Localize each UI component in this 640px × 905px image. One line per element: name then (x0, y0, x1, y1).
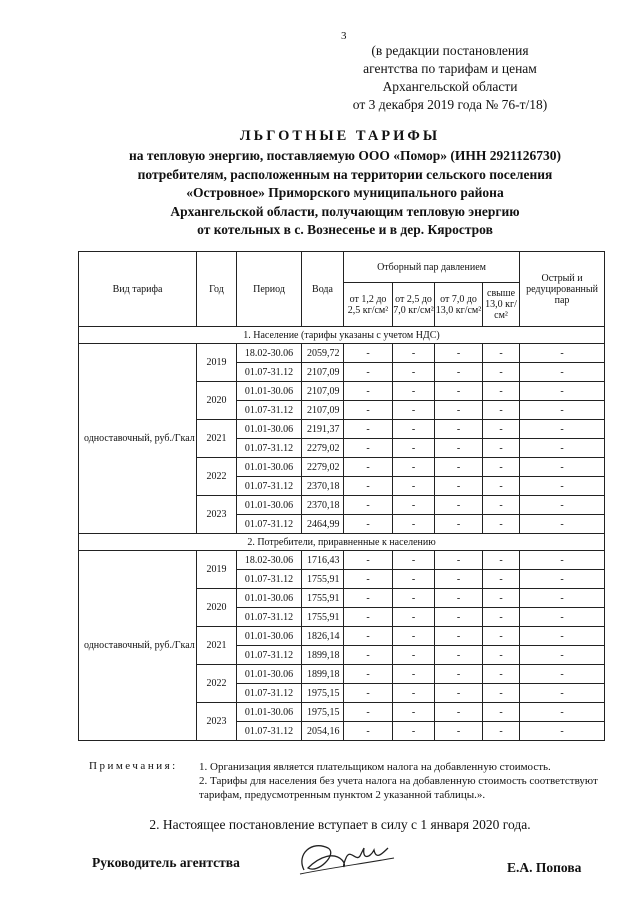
period-cell: 01.01-30.06 (237, 665, 302, 684)
empty-value-cell: - (483, 551, 520, 570)
subtitle-line: потребителям, расположенным на территории сельского поселения (137, 166, 553, 182)
empty-value-cell: - (520, 458, 605, 477)
period-cell: 01.07-31.12 (237, 684, 302, 703)
year-cell: 2021 (197, 627, 237, 665)
year-cell: 2020 (197, 382, 237, 420)
document-subtitle (60, 147, 630, 240)
edition-line: агентства по тарифам и ценам (363, 61, 537, 76)
period-cell: 01.07-31.12 (237, 722, 302, 741)
empty-value-cell: - (435, 515, 483, 534)
year-cell: 2022 (197, 665, 237, 703)
empty-value-cell: - (520, 722, 605, 741)
period-cell: 01.01-30.06 (237, 589, 302, 608)
section-title: 2. Потребители, приравненные к населению (79, 534, 605, 551)
empty-value-cell: - (344, 496, 393, 515)
empty-value-cell: - (520, 382, 605, 401)
empty-value-cell: - (483, 703, 520, 722)
header-tariff-type: Вид тарифа (79, 252, 197, 327)
empty-value-cell: - (393, 551, 435, 570)
header-steam-col: от 1,2 до 2,5 кг/см² (344, 283, 393, 327)
empty-value-cell: - (520, 515, 605, 534)
header-year: Год (197, 252, 237, 327)
empty-value-cell: - (344, 722, 393, 741)
empty-value-cell: - (435, 589, 483, 608)
empty-value-cell: - (344, 551, 393, 570)
subtitle-line: на тепловую энергию, поставляемую ООО «Помор» (ИНН 2921126730) (129, 148, 561, 163)
empty-value-cell: - (435, 703, 483, 722)
empty-value-cell: - (344, 363, 393, 382)
period-cell: 01.07-31.12 (237, 439, 302, 458)
empty-value-cell: - (344, 382, 393, 401)
water-value-cell: 2059,72 (302, 344, 344, 363)
year-cell: 2023 (197, 496, 237, 534)
empty-value-cell: - (520, 589, 605, 608)
empty-value-cell: - (483, 439, 520, 458)
empty-value-cell: - (393, 420, 435, 439)
empty-value-cell: - (435, 496, 483, 515)
year-cell: 2021 (197, 420, 237, 458)
empty-value-cell: - (520, 496, 605, 515)
period-cell: 01.01-30.06 (237, 382, 302, 401)
empty-value-cell: - (520, 646, 605, 665)
period-cell: 01.07-31.12 (237, 608, 302, 627)
year-cell: 2019 (197, 551, 237, 589)
period-cell: 01.07-31.12 (237, 646, 302, 665)
empty-value-cell: - (435, 477, 483, 496)
empty-value-cell: - (520, 703, 605, 722)
water-value-cell: 1899,18 (302, 665, 344, 684)
empty-value-cell: - (435, 382, 483, 401)
section-title: 1. Население (тарифы указаны с учетом НДС) (79, 327, 605, 344)
empty-value-cell: - (344, 646, 393, 665)
closing-statement: 2. Настоящее постановление вступает в силу с 1 января 2020 года. (149, 817, 531, 832)
document-title: ЛЬГОТНЫЕ ТАРИФЫ (239, 128, 441, 144)
water-value-cell: 1755,91 (302, 589, 344, 608)
empty-value-cell: - (393, 344, 435, 363)
empty-value-cell: - (435, 570, 483, 589)
empty-value-cell: - (393, 665, 435, 684)
empty-value-cell: - (393, 382, 435, 401)
empty-value-cell: - (483, 684, 520, 703)
period-cell: 18.02-30.06 (237, 551, 302, 570)
empty-value-cell: - (435, 420, 483, 439)
water-value-cell: 2107,09 (302, 401, 344, 420)
empty-value-cell: - (483, 646, 520, 665)
empty-value-cell: - (344, 458, 393, 477)
edition-note (330, 42, 570, 114)
water-value-cell: 2370,18 (302, 477, 344, 496)
empty-value-cell: - (393, 722, 435, 741)
empty-value-cell: - (483, 627, 520, 646)
period-cell: 18.02-30.06 (237, 344, 302, 363)
period-cell: 01.01-30.06 (237, 627, 302, 646)
empty-value-cell: - (483, 570, 520, 589)
signature (290, 834, 400, 884)
period-cell: 01.01-30.06 (237, 703, 302, 722)
empty-value-cell: - (435, 344, 483, 363)
year-cell: 2022 (197, 458, 237, 496)
water-value-cell: 2107,09 (302, 363, 344, 382)
empty-value-cell: - (393, 477, 435, 496)
water-value-cell: 2107,09 (302, 382, 344, 401)
empty-value-cell: - (520, 344, 605, 363)
water-value-cell: 1755,91 (302, 570, 344, 589)
empty-value-cell: - (520, 570, 605, 589)
water-value-cell: 1975,15 (302, 703, 344, 722)
empty-value-cell: - (483, 458, 520, 477)
empty-value-cell: - (344, 420, 393, 439)
empty-value-cell: - (435, 646, 483, 665)
empty-value-cell: - (393, 363, 435, 382)
period-cell: 01.07-31.12 (237, 363, 302, 382)
subtitle-line: «Островное» Приморского муниципального района (186, 185, 504, 200)
tariff-table (78, 251, 605, 741)
empty-value-cell: - (520, 401, 605, 420)
period-cell: 01.07-31.12 (237, 401, 302, 420)
notes-label: Примечания: (89, 760, 178, 772)
signatory-title: Руководитель агентства (92, 855, 240, 870)
year-cell: 2019 (197, 344, 237, 382)
period-cell: 01.01-30.06 (237, 420, 302, 439)
empty-value-cell: - (393, 439, 435, 458)
header-sharp-steam: Острый и редуцированный пар (520, 252, 605, 327)
empty-value-cell: - (520, 363, 605, 382)
empty-value-cell: - (344, 570, 393, 589)
empty-value-cell: - (483, 589, 520, 608)
edition-line: (в редакции постановления (371, 43, 529, 58)
tariff-type-cell: одноставочный, руб./Гкал (79, 551, 197, 741)
table-row (79, 344, 605, 363)
empty-value-cell: - (520, 608, 605, 627)
empty-value-cell: - (393, 646, 435, 665)
empty-value-cell: - (483, 608, 520, 627)
empty-value-cell: - (435, 608, 483, 627)
empty-value-cell: - (520, 420, 605, 439)
empty-value-cell: - (344, 684, 393, 703)
empty-value-cell: - (393, 496, 435, 515)
subtitle-line: от котельных в с. Вознесенье и в дер. Кяростров (197, 222, 493, 237)
empty-value-cell: - (393, 458, 435, 477)
notes (199, 760, 599, 802)
edition-line: Архангельской области (382, 79, 518, 94)
empty-value-cell: - (393, 515, 435, 534)
water-value-cell: 1716,43 (302, 551, 344, 570)
empty-value-cell: - (344, 477, 393, 496)
period-cell: 01.01-30.06 (237, 496, 302, 515)
water-value-cell: 1899,18 (302, 646, 344, 665)
table-body (79, 327, 605, 741)
empty-value-cell: - (344, 515, 393, 534)
empty-value-cell: - (483, 382, 520, 401)
empty-value-cell: - (435, 551, 483, 570)
empty-value-cell: - (344, 401, 393, 420)
empty-value-cell: - (393, 401, 435, 420)
empty-value-cell: - (520, 665, 605, 684)
table-row (79, 551, 605, 570)
empty-value-cell: - (483, 344, 520, 363)
header-steam-col: от 2,5 до 7,0 кг/см² (393, 283, 435, 327)
empty-value-cell: - (435, 458, 483, 477)
empty-value-cell: - (520, 551, 605, 570)
water-value-cell: 1755,91 (302, 608, 344, 627)
section-header-row (79, 327, 605, 344)
empty-value-cell: - (435, 684, 483, 703)
empty-value-cell: - (520, 477, 605, 496)
signatory-name: Е.А. Попова (507, 860, 582, 875)
water-value-cell: 2054,16 (302, 722, 344, 741)
empty-value-cell: - (393, 589, 435, 608)
empty-value-cell: - (344, 439, 393, 458)
header-steam-group: Отборный пар давлением (344, 252, 520, 283)
empty-value-cell: - (435, 722, 483, 741)
note-item: 1. Организация является плательщиком налога на добавленную стоимость. (199, 761, 551, 773)
empty-value-cell: - (483, 665, 520, 684)
empty-value-cell: - (483, 420, 520, 439)
period-cell: 01.07-31.12 (237, 477, 302, 496)
water-value-cell: 2191,37 (302, 420, 344, 439)
water-value-cell: 2279,02 (302, 458, 344, 477)
water-value-cell: 2279,02 (302, 439, 344, 458)
period-cell: 01.01-30.06 (237, 458, 302, 477)
empty-value-cell: - (393, 570, 435, 589)
empty-value-cell: - (344, 344, 393, 363)
empty-value-cell: - (435, 665, 483, 684)
empty-value-cell: - (393, 627, 435, 646)
empty-value-cell: - (393, 684, 435, 703)
header-steam-col: от 7,0 до 13,0 кг/см² (435, 283, 483, 327)
section-header-row (79, 534, 605, 551)
water-value-cell: 1826,14 (302, 627, 344, 646)
period-cell: 01.07-31.12 (237, 570, 302, 589)
empty-value-cell: - (483, 496, 520, 515)
water-value-cell: 1975,15 (302, 684, 344, 703)
period-cell: 01.07-31.12 (237, 515, 302, 534)
empty-value-cell: - (393, 608, 435, 627)
empty-value-cell: - (483, 477, 520, 496)
tariff-type-cell: одноставочный, руб./Гкал (79, 344, 197, 534)
empty-value-cell: - (435, 439, 483, 458)
header-steam-col: свыше 13,0 кг/см² (483, 283, 520, 327)
empty-value-cell: - (435, 627, 483, 646)
year-cell: 2020 (197, 589, 237, 627)
empty-value-cell: - (520, 627, 605, 646)
empty-value-cell: - (344, 589, 393, 608)
empty-value-cell: - (483, 722, 520, 741)
empty-value-cell: - (483, 515, 520, 534)
empty-value-cell: - (344, 627, 393, 646)
empty-value-cell: - (483, 401, 520, 420)
empty-value-cell: - (435, 401, 483, 420)
edition-line: от 3 декабря 2019 года № 76-т/18) (352, 97, 548, 112)
empty-value-cell: - (520, 439, 605, 458)
empty-value-cell: - (344, 665, 393, 684)
note-item: 2. Тарифы для населения без учета налога на добавленную стоимость соответствуют тарифам, предусмотренным пунктом 2 указанной таблицы.». (199, 775, 598, 801)
header-period: Период (237, 252, 302, 327)
empty-value-cell: - (393, 703, 435, 722)
subtitle-line: Архангельской области, получающим тепловую энергию (170, 203, 520, 219)
empty-value-cell: - (520, 684, 605, 703)
empty-value-cell: - (344, 608, 393, 627)
header-water: Вода (302, 252, 344, 327)
year-cell: 2023 (197, 703, 237, 741)
empty-value-cell: - (483, 363, 520, 382)
water-value-cell: 2370,18 (302, 496, 344, 515)
empty-value-cell: - (435, 363, 483, 382)
page-number: 3 (341, 30, 347, 42)
empty-value-cell: - (344, 703, 393, 722)
water-value-cell: 2464,99 (302, 515, 344, 534)
